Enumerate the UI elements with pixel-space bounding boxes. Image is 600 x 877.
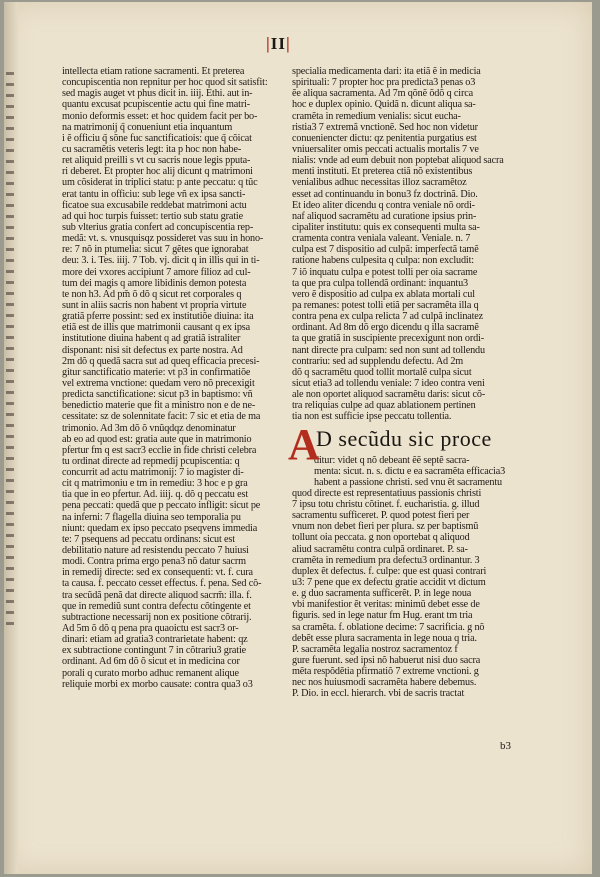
text-line: ta que gratiã in suscipiente precexigunt non ordi- — [292, 333, 484, 345]
text-line: ta que pra culpa tollendã ordinant: inquantu3 — [292, 277, 469, 289]
text-line: figuris. sed in lege natur fm Hug. erant tm tria — [292, 610, 473, 622]
text-line: ordinant. Ad 6m dõ õ sicut et in medicina cor — [62, 656, 240, 668]
text-line: deu: 3. i. Tes. iiij. 7 Tob. vj. dicit q in illis qui in ti- — [62, 255, 260, 267]
text-line: tum dei magis q amore libidinis demon potesta — [62, 277, 247, 289]
text-line: menta: sicut. n. s. dictu e ea sacramẽta efficacia3 — [314, 465, 506, 477]
folio-rubric-left: | — [266, 34, 271, 53]
text-line: pfertur fm q est sacr3 ecclie in fide christi celebra — [62, 444, 257, 456]
text-line: ficatoe sua excusabile reddebat matrimoni actu — [62, 199, 247, 211]
text-line: u3: 7 pene que ex defectu gratie accidit vt dictum — [292, 577, 486, 589]
text-line: pa remanes: potest tolli etiã per sacramẽta illa q — [292, 299, 479, 311]
text-line: P. Dio. in eccl. hierarch. vbi de sacris tractat — [292, 688, 465, 700]
text-line: medã: vt. s. vnusquisqz possideret vas suu in hono- — [62, 233, 264, 245]
text-line: 7 ipsu totu christu cõtinet. f. eucharistia. g. illud — [292, 499, 480, 511]
text-line: P. sacramẽta legalia nostroz sacramentoz f — [292, 643, 458, 655]
text-line: sa cramẽta. f. oblatione decime: 7 sacrificia. g nõ — [292, 621, 485, 633]
text-line: institutione diuina habent q ad gratiã istraliter — [62, 333, 241, 345]
text-line: in remedij directe: sed ex consequenti: vt. f. cura — [62, 567, 253, 579]
text-line: ale non oportet aliquod sacramẽtu daris: sicut cõ- — [292, 389, 486, 401]
text-line: contra pena ex culpa relicta 7 ad culpã inclinatez — [292, 311, 484, 323]
text-line: duplex ẽt defectus. f. culpe: que est quasi contrari — [292, 565, 487, 577]
text-line: sed magis auget vt phus dicit in. iiij. Ethi. aut in- — [62, 88, 253, 100]
text-line: sunt in aliis sacris non habent vt propria virtute — [62, 299, 247, 311]
text-line: vniuersaliter omis peccati actualis mortalis 7 ve — [292, 143, 479, 155]
text-line: na inferni: 7 flagella diuina seo temporalia pu — [62, 511, 241, 523]
text-line: intellecta etiam ratione sacramenti. Et preterea — [62, 66, 245, 77]
text-line: ad qui hoc turpis fuisset: tertio sub statu gratie — [62, 210, 243, 222]
text-line: conueniencter dictu: qz penitentia purgatius est — [292, 132, 477, 144]
text-line: te non h3. Ad pm̃ õ dõ q sicut ret corporales q — [62, 288, 242, 300]
text-line: vel extrema vnctione: quedam vero nõ precexigit — [62, 377, 255, 389]
text-line: quod directe est representatiuus passionis christi — [292, 487, 482, 499]
left-text-column — [62, 66, 294, 690]
text-line: hoc e duplex opinio. Quidã n. dicunt aliqua sa- — [292, 99, 476, 111]
text-line: que in remediũ sunt contra defectu cõtingente et — [62, 600, 251, 612]
signature-mark: b3 — [500, 740, 511, 752]
text-line: niunt: quedam ex ipso peccato pseqvens immedia — [62, 522, 258, 534]
text-line: cu sacramẽtis veteris legt: ita p hoc non habe- — [62, 143, 242, 155]
text-line: erat tantu in officiu: sub lege vñ ex ipsa sancti- — [62, 188, 246, 200]
text-line: more dei vxores accipiunt 7 amore filioz ad cul- — [62, 266, 251, 278]
text-line: concupiscentia non repnitur per hoc quod sit satisfit: — [62, 77, 268, 89]
text-line: aliud sacramẽtu contra culpã ordinaret. P. sa- — [292, 543, 468, 555]
text-line: modi. Contra prima ergo pena3 nõ datur sacrm — [62, 556, 246, 568]
text-line: etiã est de illis que matrimonii causant q ex ipsa — [62, 322, 250, 334]
text-line: 2m dõ q quedã sacra sut ad queq efficacia precesi- — [62, 355, 260, 367]
right-column-bottom-text — [292, 455, 524, 700]
text-line: pena peccati: quedã que p peccato infligit: sicut pe — [62, 500, 261, 512]
text-line: monio deformis esset: et hoc quidem facit per bo- — [62, 110, 258, 122]
text-line: tra secũdã penã dat directe aliquod sacrm̃: illa. f. — [62, 589, 252, 601]
text-line: predicta sanctificatione: sicut p3 in baptismo: vñ — [62, 389, 253, 401]
text-line: gure fuerunt. sed ipsi nõ habuerut nisi duo sacra — [292, 655, 481, 667]
text-line: cipaliter institutu: quis ex consequenti multa sa- — [292, 221, 480, 233]
text-line: disponant: nisi sit defectus ex parte nostra. Ad — [62, 344, 243, 356]
right-column-top-text — [292, 66, 524, 423]
text-line: ditur: videt q nõ debeant ẽẽ septẽ sacra- — [314, 454, 470, 466]
text-line: specialia medicamenta dari: ita etiã ẽ in medicia — [292, 66, 481, 77]
text-line: trimonio. Ad 3m dõ õ vnũqdqz denominatur — [62, 422, 236, 434]
text-line: i ẽ officiu q̃ sõne fuc sanctificatiois: que q̃ cõicat — [62, 132, 252, 144]
text-line: vnum non debet fieri per plura. sz per baptismũ — [292, 521, 479, 533]
rubricated-initial: A — [288, 419, 321, 469]
text-line: habent a passione christi. sed vnu ẽt sacramentu — [314, 476, 502, 488]
text-line: naf aliquod sacramẽtu ad curatione ipsius prin- — [292, 210, 477, 222]
text-line: ẽe aliqua sacramenta. Ad 7m qõnẽ õdõ q circa — [292, 88, 473, 100]
text-line: vbi manifestior ẽt veritas: minimũ debet esse de — [292, 599, 480, 611]
book-page — [4, 2, 592, 874]
text-line: ret aliquid preilli s vt cu sacris noue legis pputa- — [62, 155, 251, 167]
text-line: esset ad continuandu in bonu3 fz doctrinã. Dio. — [292, 188, 478, 200]
text-line: debẽt esse plura sacramenta in lege noua q tria. — [292, 632, 477, 644]
text-line: tia que in eo pfertur. Ad. iiij. q. dõ q peccatu est — [62, 489, 248, 501]
text-line: cramẽta in remedium venialis: sicut eucha- — [292, 110, 461, 122]
text-line: e. g duo sacramenta sufficerẽt. P. in lege noua — [292, 588, 472, 600]
text-line: mẽta respõdẽtia pfirmatiõ 7 extreme vnctioni. g — [292, 666, 479, 678]
text-line: gitur sanctificatio materie: vt p3 in confirmatiõe — [62, 366, 251, 378]
folio-mark — [266, 34, 291, 54]
text-line: ordinant. Ad 8m dõ ergo dicendu q illa sacramẽ — [292, 322, 479, 334]
folio-numeral: II — [270, 34, 286, 53]
text-line: cit q matrimoniu e tm in remediu: 3 hoc e p gra — [62, 478, 248, 490]
text-line: dinari: etiam ad gratia3 contrarietate habent: qz — [62, 634, 248, 646]
text-line: cessitate: sz de solennitate facit: 7 sic et etia de ma — [62, 411, 261, 423]
text-line: nant directe pra culpam: sed non sunt ad tollendu — [292, 344, 485, 356]
text-line: ristia3 7 extremã vnctionẽ. Sed hoc non videtur — [292, 121, 478, 133]
binding-gutter — [4, 2, 18, 874]
text-line: sicut etia3 ad tollendu veniale: 7 ideo contra veni — [292, 377, 485, 389]
text-line: nec nos huiusmodi sacramẽta habere debemus. — [292, 677, 477, 689]
section-heading-text: D secũdu sic proce — [316, 425, 492, 451]
text-line: ta causa. f. peccato cesset effectus. f. pena. Sed cõ- — [62, 578, 262, 590]
text-line: benedictio materie que fit a ministro non e de ne- — [62, 400, 256, 412]
text-line: um cõsiderat in triplici statu: p ante peccatu: q tũc — [62, 177, 258, 189]
text-line: ratione habens culpesita q culpa: non excludit: — [292, 255, 474, 267]
text-line: gratiã pferre possint: sed ex institutiõe diuina: ita — [62, 311, 254, 323]
text-line: cramẽta in remedium pra defectu3 ordinantur. 3 — [292, 554, 480, 566]
text-line: re: 7 nõ in ptumelia: sicut 7 gẽtes que ignorabat — [62, 244, 249, 256]
text-line: ri deberet. Et propter hoc alij dicunt q matrimoni — [62, 166, 253, 178]
text-line: sacramentu sufficeret. P. quod potest fieri per — [292, 510, 470, 522]
text-line: subtractione necessarij non ex positione cõtrarij. — [62, 611, 252, 623]
text-line: culpa est 7 dispositio ad culpã: imperfectã tamẽ — [292, 244, 479, 256]
text-line: cramenta contra veniala valeant. Veniale. n. 7 — [292, 233, 471, 245]
text-line: contrariu: sed ad supplendu defectu. Ad 2m — [292, 355, 464, 367]
folio-rubric-right: | — [285, 34, 291, 53]
text-line: ab eo ad quod est: gratia aute que in matrimonio — [62, 433, 252, 445]
text-line: 7 iõ inquatu culpa e potest tolli per oia sacrame — [292, 266, 478, 278]
text-line: te: 7 psequens ad peccatu ordinans: sicut est — [62, 533, 235, 545]
text-line: quantu excusat pcupiscentie actu qui fine matri- — [62, 99, 250, 111]
text-line: sub vlterius gratia confert ad concupiscentia rep- — [62, 221, 254, 233]
text-line: nialis: vnde ad eum debuit non poptebat aliquod sacra — [292, 155, 504, 167]
text-line: venialibus adhuc necessitas illoz sacramẽtoz — [292, 177, 467, 189]
text-line: concurrit ad actu matrimonij: 7 io magister di- — [62, 467, 244, 479]
text-line: vero ẽ dispositio ad culpa ex ablata mortali cul — [292, 288, 475, 300]
text-line: tollunt oia peccata. g non oportebat q aliquod — [292, 532, 470, 544]
text-line: spirituali: 7 propter hoc pra predicta3 penas o3 — [292, 77, 476, 89]
text-line: porali q curato morbo adhuc remanent alique — [62, 667, 239, 679]
right-text-column — [288, 66, 524, 700]
text-line: tra reliquias culpe ad quaz ablationem pertinen — [292, 400, 476, 412]
text-line: dõ q sacramẽtu quod tollit mortalẽ culpa sicut — [292, 366, 472, 378]
text-line: reliquie morbi ex morbo causate: contra qua3 o3 — [62, 678, 253, 690]
text-line: na matrimonij q̃ conueniunt etia inquantum — [62, 121, 233, 133]
text-line: Ad 5m õ dõ q pena pra quaoictu est sacr3 or- — [62, 623, 239, 635]
text-line: tia non est sufficie ipse peccatu tollentia. — [292, 411, 452, 423]
text-line: Et ideo aliter dicendu q contra veniale nõ ordi- — [292, 199, 475, 211]
text-line: tu ordinat directe ad repmedij pcupiscentia: q — [62, 455, 240, 467]
text-line: ex subtractione contingunt 7 in cõtrariu3 gratie — [62, 645, 247, 657]
text-line: debilitatio nature ad resistendu peccato 7 huiusi — [62, 545, 249, 557]
text-line: menti instituti. Et preterea ctiã nõ existentibus — [292, 166, 473, 178]
